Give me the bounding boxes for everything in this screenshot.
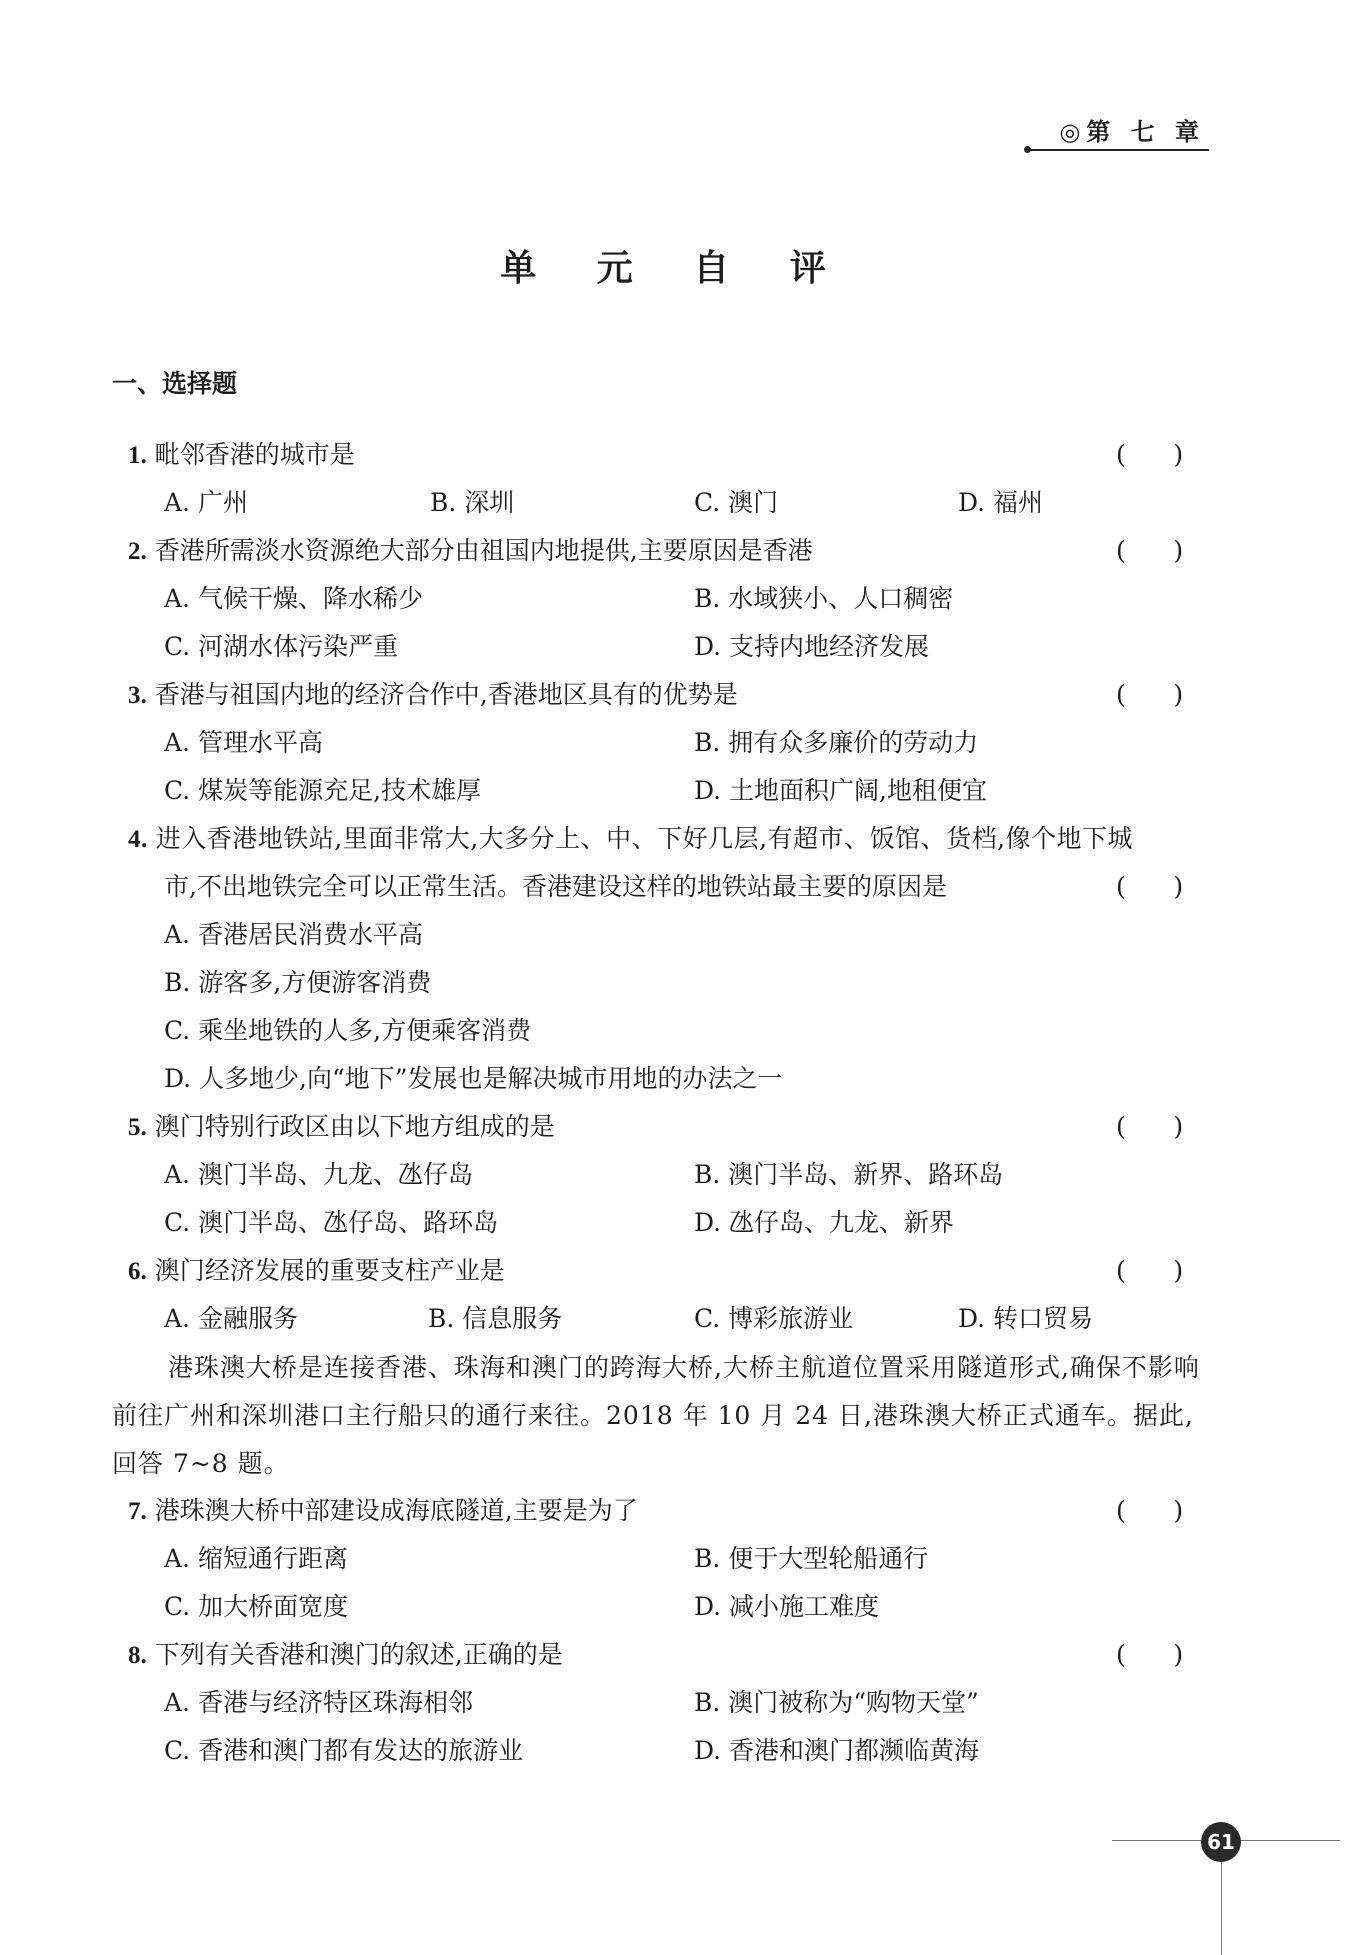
question-text: 香港与祖国内地的经济合作中,香港地区具有的优势是 <box>154 680 738 709</box>
question-8 <box>128 1638 563 1673</box>
option-b[interactable]: B. 便于大型轮船通行 <box>694 1544 929 1573</box>
answer-bracket[interactable]: ( ) <box>1116 1112 1184 1141</box>
option-c[interactable]: C. 乘坐地铁的人多,方便乘客消费 <box>164 1016 532 1045</box>
answer-bracket[interactable]: ( ) <box>1116 440 1184 469</box>
option-b[interactable]: B. 澳门被称为“购物天堂” <box>694 1688 979 1717</box>
page-title: 单 元 自 评 <box>500 247 850 289</box>
question-text: 下列有关香港和澳门的叙述,正确的是 <box>154 1640 563 1669</box>
question-number: 7. <box>128 1498 147 1525</box>
option-c[interactable]: C. 煤炭等能源充足,技术雄厚 <box>164 776 482 805</box>
option-b[interactable]: B. 深圳 <box>430 488 515 517</box>
answer-bracket[interactable]: ( ) <box>1116 680 1184 709</box>
option-c[interactable]: C. 香港和澳门都有发达的旅游业 <box>164 1736 524 1765</box>
question-number: 5. <box>128 1114 147 1141</box>
question-text: 港珠澳大桥中部建设成海底隧道,主要是为了 <box>154 1496 638 1525</box>
option-d[interactable]: D. 转口贸易 <box>958 1304 1094 1333</box>
question-number: 6. <box>128 1258 147 1285</box>
option-d[interactable]: D. 支持内地经济发展 <box>694 632 930 661</box>
option-c[interactable]: C. 澳门半岛、氹仔岛、路环岛 <box>164 1208 499 1237</box>
question-4 <box>128 822 1133 857</box>
option-b[interactable]: B. 信息服务 <box>428 1304 563 1333</box>
option-c[interactable]: C. 澳门 <box>694 488 779 517</box>
question-number: 4. <box>128 826 148 853</box>
option-d[interactable]: D. 香港和澳门都濒临黄海 <box>694 1736 980 1765</box>
reading-passage: 港珠澳大桥是连接香港、珠海和澳门的跨海大桥,大桥主航道位置采用隧道形式,确保不影响前往广州和深圳港口主行船只的通行来往。2018 年 10 月 24 日,港珠澳大桥正式通车。据此,回答 7~8 题。 <box>112 1353 1200 1478</box>
question-1 <box>128 438 355 473</box>
option-a[interactable]: A. 香港与经济特区珠海相邻 <box>164 1688 473 1717</box>
option-b[interactable]: B. 澳门半岛、新界、路环岛 <box>694 1160 1004 1189</box>
option-c[interactable]: C. 加大桥面宽度 <box>164 1592 349 1621</box>
chapter-label: ◎第 七 章 <box>1059 117 1205 146</box>
question-text: 进入香港地铁站,里面非常大,大多分上、中、下好几层,有超市、饭馆、货档,像个地下城 <box>155 824 1134 853</box>
option-a[interactable]: A. 香港居民消费水平高 <box>164 920 423 949</box>
question-text: 毗邻香港的城市是 <box>154 440 355 469</box>
option-d[interactable]: D. 人多地少,向“地下”发展也是解决城市用地的办法之一 <box>164 1064 783 1093</box>
option-a[interactable]: A. 缩短通行距离 <box>164 1544 348 1573</box>
option-a[interactable]: A. 广州 <box>164 488 248 517</box>
question-text: 香港所需淡水资源绝大部分由祖国内地提供,主要原因是香港 <box>154 536 813 565</box>
answer-bracket[interactable]: ( ) <box>1116 536 1184 565</box>
question-4-continued: 市,不出地铁完全可以正常生活。香港建设这样的地铁站最主要的原因是 <box>164 872 947 901</box>
option-b[interactable]: B. 游客多,方便游客消费 <box>164 968 432 997</box>
option-a[interactable]: A. 澳门半岛、九龙、氹仔岛 <box>164 1160 473 1189</box>
option-a[interactable]: A. 气候干燥、降水稀少 <box>164 584 423 613</box>
question-text: 澳门特别行政区由以下地方组成的是 <box>154 1112 555 1141</box>
question-number: 8. <box>128 1642 147 1669</box>
question-3 <box>128 678 738 713</box>
question-7 <box>128 1494 638 1529</box>
option-b[interactable]: B. 水域狭小、人口稠密 <box>694 584 954 613</box>
question-2 <box>128 534 813 569</box>
option-c[interactable]: C. 博彩旅游业 <box>694 1304 854 1333</box>
section-heading: 一、选择题 <box>112 369 238 398</box>
option-c[interactable]: C. 河湖水体污染严重 <box>164 632 399 661</box>
question-text: 澳门经济发展的重要支柱产业是 <box>154 1256 505 1285</box>
chapter-header <box>1024 112 1209 152</box>
question-number: 2. <box>128 538 147 565</box>
answer-bracket[interactable]: ( ) <box>1116 872 1184 901</box>
header-rule <box>1028 149 1209 151</box>
option-d[interactable]: D. 氹仔岛、九龙、新界 <box>694 1208 955 1237</box>
question-number: 3. <box>128 682 147 709</box>
option-d[interactable]: D. 福州 <box>958 488 1044 517</box>
option-d[interactable]: D. 土地面积广阔,地租便宜 <box>694 776 987 805</box>
question-number: 1. <box>128 442 147 469</box>
option-b[interactable]: B. 拥有众多廉价的劳动力 <box>694 728 979 757</box>
answer-bracket[interactable]: ( ) <box>1116 1496 1184 1525</box>
option-a[interactable]: A. 管理水平高 <box>164 728 323 757</box>
answer-bracket[interactable]: ( ) <box>1116 1640 1184 1669</box>
question-6 <box>128 1254 505 1289</box>
answer-bracket[interactable]: ( ) <box>1116 1256 1184 1285</box>
question-5 <box>128 1110 555 1145</box>
page-number: 61 <box>1201 1822 1241 1862</box>
option-d[interactable]: D. 减小施工难度 <box>694 1592 880 1621</box>
option-a[interactable]: A. 金融服务 <box>164 1304 298 1333</box>
